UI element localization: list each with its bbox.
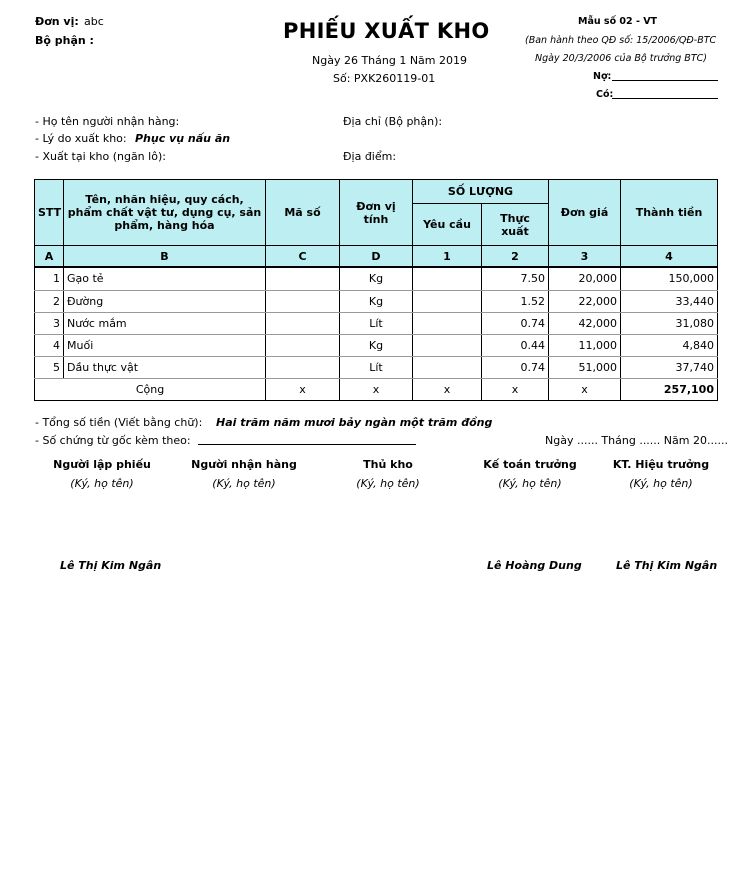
attached-docs-label: - Số chứng từ gốc kèm theo: xyxy=(35,434,191,447)
row-actual: 7.50 xyxy=(482,267,549,290)
header-requested: Yêu cầu xyxy=(413,204,482,246)
table-row xyxy=(35,334,718,356)
goods-table xyxy=(34,179,718,401)
code-cell: B xyxy=(64,246,266,268)
code-cell: D xyxy=(340,246,413,268)
reason-value: Phục vụ nấu ăn xyxy=(135,132,231,145)
code-cell: 3 xyxy=(549,246,621,268)
row-item-name: Gạo tẻ xyxy=(64,267,266,290)
signature-title: Thủ kho xyxy=(363,458,413,471)
row-amount: 150,000 xyxy=(621,267,718,290)
total-code: x xyxy=(266,378,340,400)
row-unit-price: 22,000 xyxy=(549,290,621,312)
row-unit-price: 20,000 xyxy=(549,267,621,290)
form-number: Mẫu số 02 - VT xyxy=(578,16,658,27)
total-words-value: Hai trăm năm mươi bảy ngàn một trăm đồng xyxy=(216,416,493,429)
signature-hint: (Ký, họ tên) xyxy=(212,477,276,490)
table-row xyxy=(35,290,718,312)
row-unit: Kg xyxy=(340,334,413,356)
credit-line xyxy=(612,98,718,99)
reason-label: - Lý do xuất kho: xyxy=(35,132,127,145)
row-unit: Lít xyxy=(340,356,413,378)
signature-title: Người nhận hàng xyxy=(191,458,297,471)
total-label: Cộng xyxy=(35,378,266,400)
row-stt: 3 xyxy=(35,312,64,334)
signature-block xyxy=(318,458,458,490)
header-stt: STT xyxy=(35,180,64,246)
total-actual: x xyxy=(482,378,549,400)
total-unit-price: x xyxy=(549,378,621,400)
total-requested: x xyxy=(413,378,482,400)
row-item-name: Dầu thực vật xyxy=(64,356,266,378)
code-cell: 2 xyxy=(482,246,549,268)
signature-block xyxy=(460,458,600,490)
row-requested xyxy=(413,290,482,312)
total-words-label: - Tổng số tiền (Viết bằng chữ): xyxy=(35,416,203,429)
header-actual: Thực xuất xyxy=(482,204,549,246)
unit-label: Đơn vị: xyxy=(35,15,79,28)
warehouse-label: - Xuất tại kho (ngăn lô): xyxy=(35,150,166,163)
row-actual: 0.74 xyxy=(482,312,549,334)
header-item-name: Tên, nhãn hiệu, quy cách, phẩm chất vật tư, dụng cụ, sản phẩm, hàng hóa xyxy=(64,180,266,246)
total-row xyxy=(35,378,718,400)
row-actual: 0.44 xyxy=(482,334,549,356)
code-cell: 4 xyxy=(621,246,718,268)
header-unit-price: Đơn giá xyxy=(549,180,621,246)
row-requested xyxy=(413,356,482,378)
table-row xyxy=(35,356,718,378)
row-unit-price: 42,000 xyxy=(549,312,621,334)
signature-title: KT. Hiệu trưởng xyxy=(612,458,710,471)
code-cell: 1 xyxy=(413,246,482,268)
header-code: Mã số xyxy=(266,180,340,246)
signature-block xyxy=(174,458,314,490)
row-item-name: Nước mắm xyxy=(64,312,266,334)
row-item-name: Muối xyxy=(64,334,266,356)
row-stt: 4 xyxy=(35,334,64,356)
location-label: Địa điểm: xyxy=(343,150,397,163)
row-code xyxy=(266,267,340,290)
table-row xyxy=(35,267,718,290)
row-requested xyxy=(413,267,482,290)
signer-name: Lê Thị Kim Ngân xyxy=(616,559,718,572)
row-unit: Kg xyxy=(340,267,413,290)
total-unit: x xyxy=(340,378,413,400)
row-actual: 0.74 xyxy=(482,356,549,378)
signature-hint: (Ký, họ tên) xyxy=(70,477,134,490)
attached-docs-line xyxy=(198,444,416,445)
row-amount: 33,440 xyxy=(621,290,718,312)
row-requested xyxy=(413,312,482,334)
credit-label: Có: xyxy=(596,89,614,100)
debit-label: Nợ: xyxy=(593,71,612,82)
form-note-line2: Ngày 20/3/2006 của Bộ trưởng BTC) xyxy=(535,53,707,64)
row-amount: 4,840 xyxy=(621,334,718,356)
document-title: PHIẾU XUẤT KHO xyxy=(283,19,490,43)
total-amount: 257,100 xyxy=(621,378,718,400)
document-number: Số: PXK260119-01 xyxy=(333,72,436,85)
row-unit: Lít xyxy=(340,312,413,334)
signature-block xyxy=(591,458,731,490)
header-quantity: SỐ LƯỢNG xyxy=(413,180,549,204)
row-item-name: Đường xyxy=(64,290,266,312)
signature-title: Người lập phiếu xyxy=(53,458,151,471)
signature-hint: (Ký, họ tên) xyxy=(498,477,562,490)
row-code xyxy=(266,356,340,378)
department-label: Bộ phận : xyxy=(35,34,94,47)
document-date: Ngày 26 Tháng 1 Năm 2019 xyxy=(312,54,468,67)
unit-value: abc xyxy=(84,15,104,28)
row-stt: 1 xyxy=(35,267,64,290)
signer-name: Lê Thị Kim Ngân xyxy=(60,559,162,572)
row-stt: 5 xyxy=(35,356,64,378)
signature-block xyxy=(32,458,172,490)
address-label: Địa chỉ (Bộ phận): xyxy=(343,115,443,128)
signature-title: Kế toán trưởng xyxy=(483,458,577,471)
signature-hint: (Ký, họ tên) xyxy=(629,477,693,490)
code-cell: C xyxy=(266,246,340,268)
row-amount: 31,080 xyxy=(621,312,718,334)
sign-date-placeholder: Ngày ...... Tháng ...... Năm 20...... xyxy=(545,434,728,447)
signature-hint: (Ký, họ tên) xyxy=(356,477,420,490)
form-note-line1: (Ban hành theo QĐ số: 15/2006/QĐ-BTC xyxy=(525,35,717,46)
header-unit: Đơn vị tính xyxy=(340,180,413,246)
debit-line xyxy=(612,80,718,81)
row-unit-price: 11,000 xyxy=(549,334,621,356)
row-requested xyxy=(413,334,482,356)
code-cell: A xyxy=(35,246,64,268)
row-code xyxy=(266,334,340,356)
row-stt: 2 xyxy=(35,290,64,312)
row-actual: 1.52 xyxy=(482,290,549,312)
signer-name: Lê Hoàng Dung xyxy=(487,559,582,572)
table-row xyxy=(35,312,718,334)
receiver-label: - Họ tên người nhận hàng: xyxy=(35,115,180,128)
row-amount: 37,740 xyxy=(621,356,718,378)
row-unit-price: 51,000 xyxy=(549,356,621,378)
row-code xyxy=(266,312,340,334)
row-unit: Kg xyxy=(340,290,413,312)
header-amount: Thành tiền xyxy=(621,180,718,246)
row-code xyxy=(266,290,340,312)
